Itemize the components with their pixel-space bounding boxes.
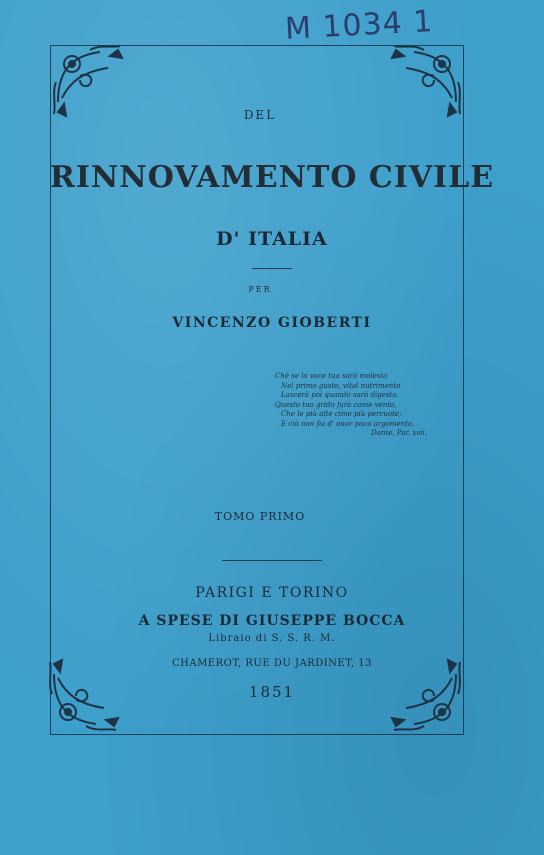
publisher: A SPESE DI GIUSEPPE BOCCA [138,613,406,629]
header-word: DEL [243,108,277,122]
by-word: PER [248,285,272,294]
epigraph-line: Chè se la voce tua sarà molesta [275,372,388,380]
divider [252,268,292,269]
epigraph-line: Lascerà poi quando sarà digesta. [281,391,399,399]
divider [222,560,322,561]
epigraph-line: Nel primo gusto, vital nutrimento [281,381,401,390]
epigraph-line: Che le più alte cime più percuote; [281,410,402,418]
epigraph-citation: Dante, Par. xvii. [371,429,427,437]
epigraph-line: E ciò non fia d' onor poco argomento. [281,419,415,428]
corner-ornament-icon [50,42,142,134]
epigraph [275,372,455,439]
volume-label: TOMO PRIMO [214,510,306,523]
publication-place: PARIGI E TORINO [195,585,349,601]
epigraph-line: Questo tuo grido farà come vento, [275,400,397,409]
printer-line: CHAMEROT, RUE DU JARDINET, 13 [171,658,373,669]
corner-ornament-icon [372,42,464,134]
author-name: VINCENZO GIOBERTI [172,315,372,331]
publication-year: 1851 [248,683,296,701]
book-title: RINNOVAMENTO CIVILE [49,160,495,195]
handwritten-catalog-mark: M 1034 1 [284,4,435,47]
book-subtitle: D' ITALIA [216,228,328,250]
publisher-role: Libraio di S. S. R. M. [208,633,336,644]
